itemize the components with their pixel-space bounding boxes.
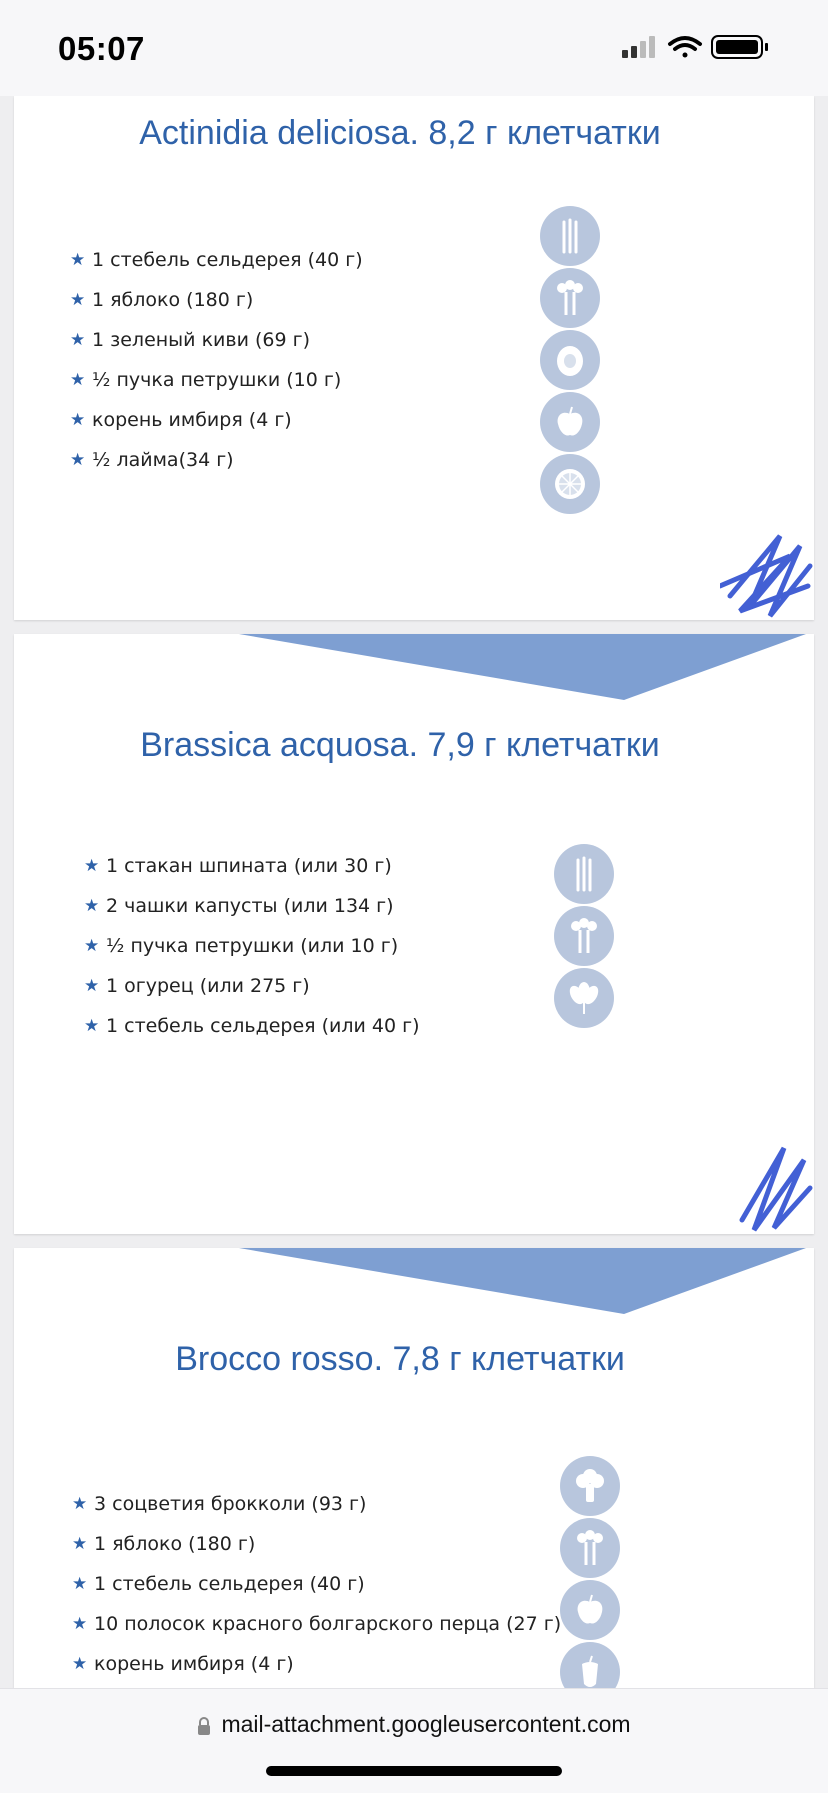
pepper-icon <box>560 1642 620 1688</box>
list-item: ★ ½ пучка петрушки (10 г) <box>70 369 342 391</box>
list-item: ★ 1 зеленый киви (69 г) <box>70 329 310 351</box>
url-text: mail-attachment.googleusercontent.com <box>221 1711 631 1737</box>
broccoli-icon <box>560 1456 620 1516</box>
star-icon: ★ <box>70 250 86 270</box>
star-icon: ★ <box>72 1494 88 1514</box>
list-item: ★ 1 стебель сельдерея (или 40 г) <box>84 1015 420 1037</box>
star-icon: ★ <box>70 410 86 430</box>
star-icon: ★ <box>84 856 100 876</box>
star-icon: ★ <box>84 976 100 996</box>
star-icon: ★ <box>72 1614 88 1634</box>
star-icon: ★ <box>84 1016 100 1036</box>
list-item: ★ 1 яблоко (180 г) <box>70 289 254 311</box>
status-icons <box>622 34 792 64</box>
status-time: 05:07 <box>58 30 145 67</box>
apple-icon <box>540 392 600 452</box>
scribble-mark <box>720 526 814 620</box>
ingredient-list <box>72 1484 561 1684</box>
list-item: ★ 1 стебель сельдерея (40 г) <box>72 1573 365 1595</box>
star-icon: ★ <box>84 896 100 916</box>
list-item: ★ 10 полосок красного болгарского перца (27 г) <box>72 1613 562 1635</box>
slide-1 <box>14 96 814 620</box>
star-icon: ★ <box>70 290 86 310</box>
parsley-icon <box>540 268 600 328</box>
home-indicator[interactable] <box>266 1766 562 1776</box>
list-item: ★ ½ лайма(34 г) <box>70 449 234 471</box>
star-icon: ★ <box>70 370 86 390</box>
star-icon: ★ <box>72 1534 88 1554</box>
kiwi-icon <box>540 330 600 390</box>
slide-title: Brassica acquosa. 7,9 г клетчатки <box>140 726 660 764</box>
star-icon: ★ <box>72 1654 88 1674</box>
star-icon: ★ <box>84 936 100 956</box>
address-bar[interactable] <box>0 1711 828 1738</box>
lime-icon <box>540 454 600 514</box>
star-icon: ★ <box>70 450 86 470</box>
list-item: ★ 1 стакан шпината (или 30 г) <box>84 855 392 877</box>
arrow-banner <box>14 1248 814 1318</box>
ingredient-list <box>84 846 420 1046</box>
list-item: ★ корень имбиря (4 г) <box>70 409 292 431</box>
star-icon: ★ <box>70 330 86 350</box>
slide-title: Brocco rosso. 7,8 г клетчатки <box>175 1340 625 1378</box>
slide-3 <box>14 1248 814 1688</box>
lock-icon <box>197 1717 211 1735</box>
star-icon: ★ <box>72 1574 88 1594</box>
list-item: ★ 1 яблоко (180 г) <box>72 1533 256 1555</box>
browser-bottom-bar <box>0 1688 828 1793</box>
list-item: ★ 2 чашки капусты (или 134 г) <box>84 895 394 917</box>
ingredient-list <box>70 240 363 480</box>
apple-icon <box>560 1580 620 1640</box>
slide-title: Actinidia deliciosa. 8,2 г клетчатки <box>139 114 661 152</box>
parsley-icon <box>560 1518 620 1578</box>
wifi-icon <box>670 38 700 58</box>
slide-2 <box>14 634 814 1234</box>
list-item: ★ ½ пучка петрушки (или 10 г) <box>84 935 399 957</box>
celery-icon <box>540 206 600 266</box>
list-item: ★ 3 соцветия брокколи (93 г) <box>72 1493 367 1515</box>
celery-icon <box>554 844 614 904</box>
status-bar <box>0 0 828 96</box>
list-item: ★ 1 огурец (или 275 г) <box>84 975 310 997</box>
parsley-icon <box>554 906 614 966</box>
signal-icon <box>622 36 655 58</box>
arrow-banner <box>14 634 814 704</box>
list-item: ★ 1 стебель сельдерея (40 г) <box>70 249 363 271</box>
battery-icon <box>712 36 768 58</box>
scribble-mark <box>734 1140 814 1234</box>
spinach-icon <box>554 968 614 1028</box>
list-item: ★ корень имбиря (4 г) <box>72 1653 294 1675</box>
